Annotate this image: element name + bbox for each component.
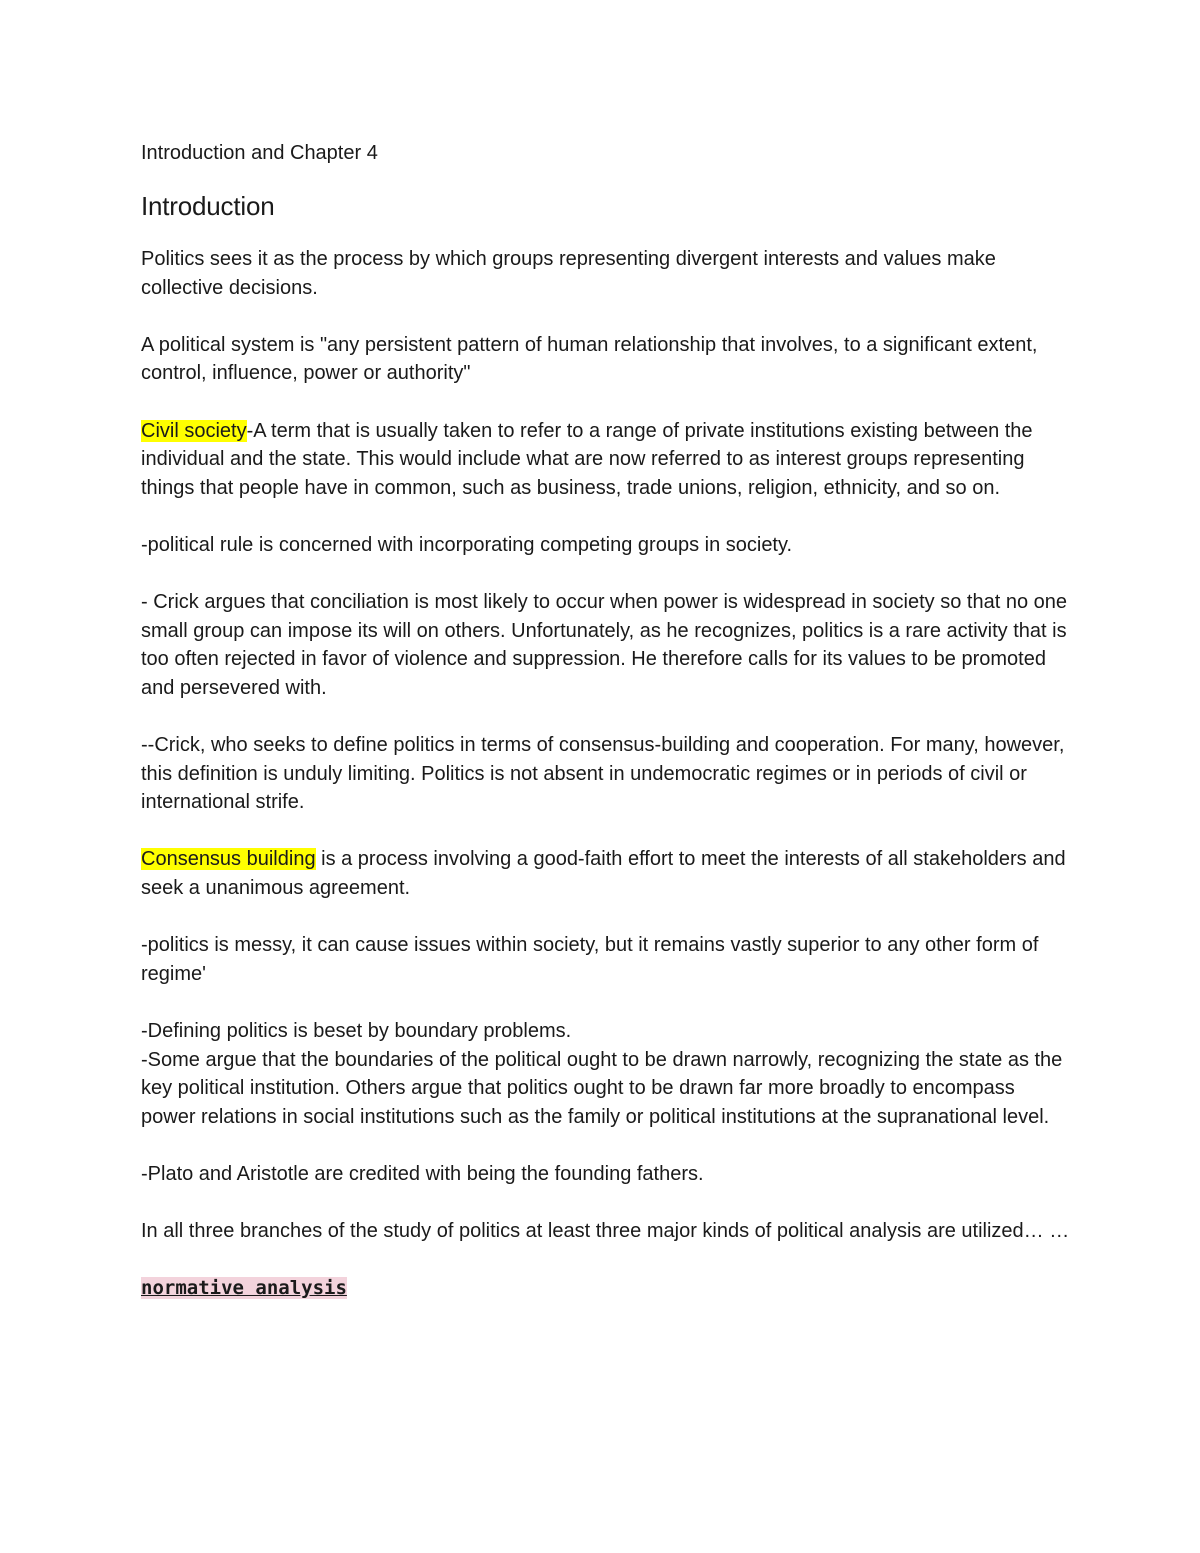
consensus-building-definition: is a process involving a good-faith effort to meet the interests of all stakeholders and seek a unanimous agreement. (141, 848, 1066, 900)
paragraph-normative-analysis (141, 1274, 1071, 1303)
paragraph-consensus-building (141, 845, 1071, 902)
document-title: Introduction and Chapter 4 (141, 142, 378, 164)
paragraph-political-rule: -political rule is concerned with incorporating competing groups in society. (141, 533, 793, 556)
paragraph-politics-definition: Politics sees it as the process by which groups representing divergent interests and values make collective decisions. (141, 248, 996, 299)
civil-society-definition: -A term that is usually taken to refer to a range of private institutions existing between the individual and the state. This would include what are now referred to as interest groups representing things that people have in common, such as business, trade unions, religion, ethnicity, and so on. (141, 419, 1033, 499)
highlight-consensus-building: Consensus building (141, 848, 316, 871)
paragraph-crick-conciliation: - Crick argues that conciliation is most likely to occur when power is widespread in society so that no one small group can impose its will on others. Unfortunately, as he recognizes, politics is a rare activity that is too often rejected in favor of violence and suppression. He therefore calls for its values to be promoted and persevered with. (141, 591, 1067, 699)
paragraph-crick-consensus: --Crick, who seeks to define politics in terms of consensus-building and cooperation. For many, however, this definition is unduly limiting. Politics is not absent in undemocratic regimes or in periods of civil or international strife. (141, 734, 1065, 814)
paragraph-three-branches: In all three branches of the study of politics at least three major kinds of political analysis are utilized… … (141, 1220, 1070, 1243)
paragraph-boundaries-argument: -Some argue that the boundaries of the political ought to be drawn narrowly, recognizing the state as the key political institution. Others argue that politics ought to be drawn far more broadly to encompass power relations in social institutions such as the family or political institutions at the supranational level. (141, 1048, 1063, 1128)
highlight-normative-analysis: normative analysis (141, 1277, 347, 1300)
paragraph-civil-society (141, 417, 1071, 503)
highlight-civil-society: Civil society (141, 419, 247, 442)
paragraph-political-system: A political system is "any persistent pattern of human relationship that involves, to a significant extent, control, influence, power or authority" (141, 333, 1038, 385)
section-heading-introduction: Introduction (141, 191, 275, 221)
paragraph-founding-fathers: -Plato and Aristotle are credited with being the founding fathers. (141, 1163, 704, 1185)
paragraph-politics-messy: -politics is messy, it can cause issues within society, but it remains vastly superior to any other form of regime' (141, 934, 1039, 985)
document-page (141, 139, 1071, 1303)
paragraph-boundary-problems: -Defining politics is beset by boundary problems. (141, 1020, 572, 1043)
